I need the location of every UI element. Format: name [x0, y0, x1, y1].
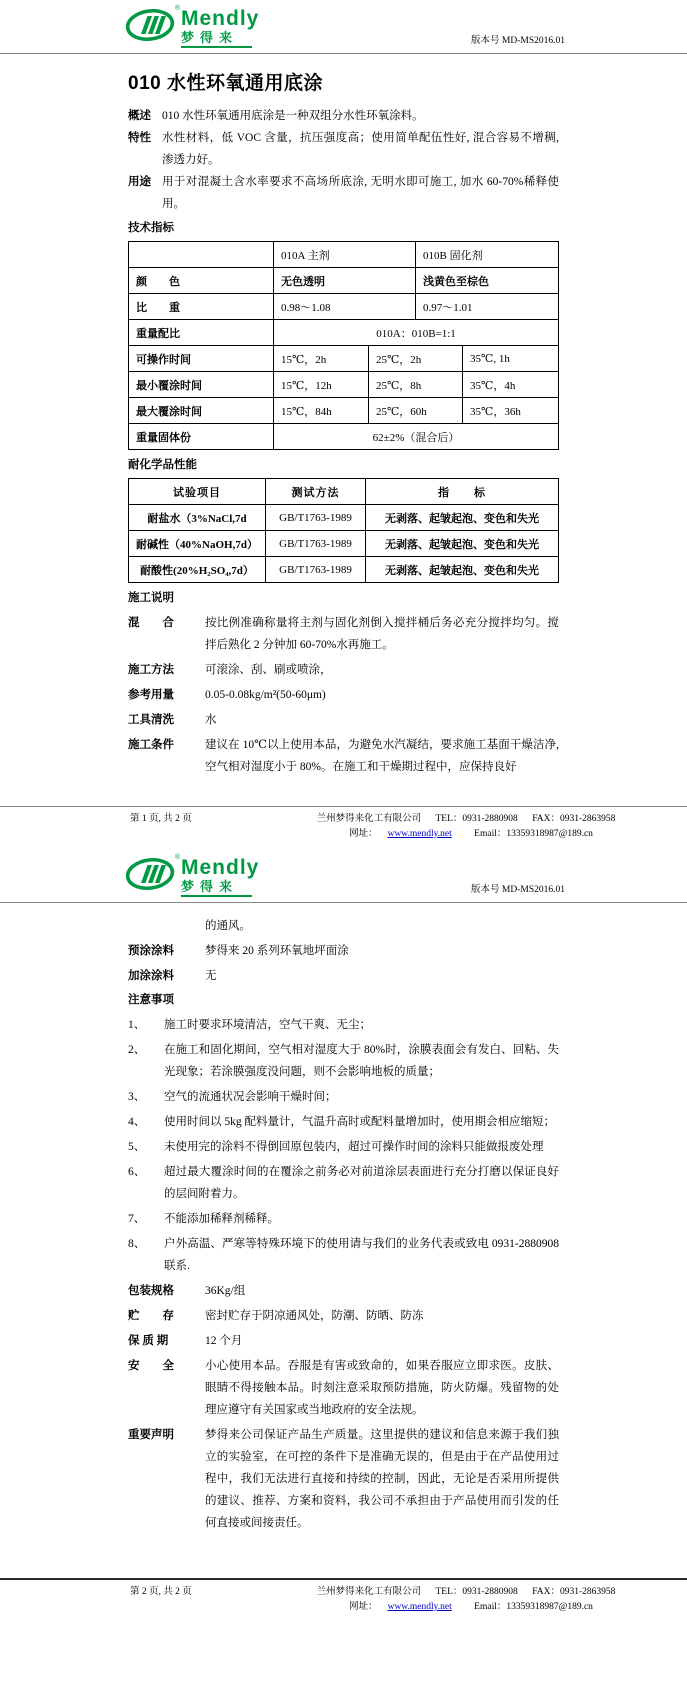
note-text: 施工时要求环境清洁，空气干爽、无尘； [164, 1019, 371, 1032]
row-label: 颜 色 [129, 268, 274, 294]
table-cell: 35℃，4h [463, 372, 559, 398]
shelf-life-text: 12 个月 [205, 1335, 243, 1348]
table-cell: GB/T1763-1989 [266, 531, 366, 557]
table-cell: 35℃，36h [463, 398, 559, 424]
consumption-label: 参考用量 [128, 689, 174, 701]
note-number: 8、 [128, 1238, 146, 1251]
table-row-alkali [129, 531, 559, 557]
precoat-label: 预涂涂料 [128, 945, 174, 958]
overview-label: 概述 [128, 110, 151, 122]
table-cell-component-a: 010A 主剂 [274, 242, 416, 268]
table-cell: 0.98～1.08 [274, 294, 416, 320]
table-cell: 浅黄色至棕色 [416, 268, 559, 294]
table-cell: 25℃，8h [369, 372, 463, 398]
table-cell: 耐酸性(20%H₂SO₄,7d） [129, 557, 266, 583]
shelf-life-row [128, 1330, 559, 1352]
tool-cleaning-row [128, 709, 559, 731]
topcoat-text: 无 [205, 970, 217, 983]
page-number: 第 1 页, 共 2 页 [130, 814, 192, 824]
note-number: 7、 [128, 1213, 146, 1226]
page1-content [0, 68, 687, 778]
brand-wordmark [181, 857, 259, 897]
safety-text: 小心使用本品。吞服是有害或致命的，如果吞服应立即求医。皮肤、眼睛不得接触本品。时刻注意采取预防措施，防火防爆。残留物的处理应遵守有关国家或当地政府的安全法规。 [205, 1360, 559, 1417]
row-label: 比 重 [129, 294, 274, 320]
brand-logo [126, 854, 260, 897]
table-cell: 010A：010B=1:1 [274, 320, 559, 346]
table-cell: GB/T1763-1989 [266, 505, 366, 531]
note-item [128, 1233, 559, 1277]
method-label: 施工方法 [128, 664, 174, 676]
tool-cleaning-text: 水 [205, 714, 217, 726]
table-cell: 0.97～1.01 [416, 294, 559, 320]
packaging-text: 36Kg/组 [205, 1285, 246, 1298]
features-label: 特性 [128, 132, 151, 144]
table-cell [129, 242, 274, 268]
storage-row [128, 1305, 559, 1327]
table-row-pot-life [129, 346, 559, 372]
note-item [128, 1039, 559, 1083]
consumption-text: 0.05-0.08kg/m²(50-60μm) [205, 689, 326, 701]
tool-cleaning-label: 工具清洗 [128, 714, 174, 726]
registered-mark: ® [174, 5, 180, 12]
brand-name-cn: 梦得来 [181, 31, 252, 48]
note-item [128, 1208, 559, 1230]
version-label: 版本号 MD-MS2016.01 [471, 885, 565, 896]
table-cell-component-b: 010B 固化剂 [416, 242, 559, 268]
mixing-label: 混 合 [128, 617, 174, 629]
note-number: 2、 [128, 1044, 146, 1057]
table-cell: 无剥落、起皱起泡、变色和失光 [366, 557, 559, 583]
note-item [128, 1161, 559, 1205]
table-cell: 15℃，12h [274, 372, 369, 398]
method-text: 可滚涂、刮、刷或喷涂， [205, 664, 332, 676]
website-label: 网址： [349, 1602, 378, 1613]
conditions-label: 施工条件 [128, 739, 174, 751]
tech-specs-table [128, 241, 559, 450]
table-row-max-recoat [129, 398, 559, 424]
precautions-heading: 注意事项 [128, 994, 174, 1007]
table-row-density [129, 294, 559, 320]
tech-specs-heading: 技术指标 [128, 222, 174, 234]
registered-mark: ® [174, 854, 180, 862]
note-text: 空气的流通状况会影响干燥时间； [164, 1091, 337, 1104]
usage-text: 用于对混凝土含水率要求不高场所底涂, 无明水即可施工, 加水 60-70%稀释使用。 [162, 176, 559, 210]
topcoat-label: 加涂涂料 [128, 970, 174, 983]
features-row [128, 127, 559, 171]
note-item [128, 1086, 559, 1108]
company-contact-block [245, 812, 687, 841]
chem-resistance-heading: 耐化学品性能 [128, 459, 197, 471]
topcoat-row [128, 965, 559, 987]
note-text: 未使用完的涂料不得倒回原包装内，超过可操作时间的涂料只能做报废处理 [164, 1141, 544, 1154]
table-cell: 无色透明 [274, 268, 416, 294]
packaging-label: 包装规格 [128, 1285, 174, 1298]
chem-resistance-table [128, 478, 559, 583]
usage-label: 用途 [128, 176, 151, 188]
note-number: 6、 [128, 1166, 146, 1179]
storage-text: 密封贮存于阴凉通风处，防潮、防晒、防冻 [205, 1310, 424, 1323]
fax-number: FAX：0931-2863958 [532, 814, 616, 824]
disclaimer-text: 梦得来公司保证产品生产质量。这里提供的建议和信息来源于我们独立的实验室，在可控的条件下是准确无误的，但是由于在产品使用过程中，我们无法进行直接和持续的控制，因此，无论是否采用所提供的建议、推荐、方案和资料，我公司不承担由于产品使用而引发的任何直接或间接责任。 [205, 1429, 559, 1530]
table-cell: 无剥落、起皱起泡、变色和失光 [366, 505, 559, 531]
company-name: 兰州梦得来化工有限公司 [316, 1587, 422, 1598]
table-cell: 62±2%（混合后） [274, 424, 559, 450]
conditions-text: 建议在 10℃以上使用本品，为避免水汽凝结，要求施工基面干燥洁净, 空气相对湿度小于 80%。在施工和干燥期过程中，应保持良好 [205, 739, 559, 773]
page2-content [0, 915, 687, 1534]
brand-wordmark [181, 8, 259, 48]
row-label: 重量配比 [129, 320, 274, 346]
column-header: 指 标 [366, 479, 559, 505]
mixing-text: 按比例准确称量将主剂与固化剂倒入搅拌桶后务必充分搅拌均匀。搅拌后熟化 2 分钟加 60-70%水再施工。 [205, 617, 559, 651]
note-text: 超过最大覆涂时间的在覆涂之前务必对前道涂层表面进行充分打磨以保证良好的层间附着力。 [164, 1166, 559, 1201]
features-text: 水性材料，低 VOC 含量，抗压强度高；使用简单配伍性好, 混合容易不增稠, 渗透力好。 [162, 132, 559, 166]
usage-row [128, 171, 559, 215]
table-header-row [129, 479, 559, 505]
company-contact-block [245, 1585, 687, 1614]
disclaimer-label: 重要声明 [128, 1429, 174, 1442]
mendly-logo-icon [126, 5, 180, 42]
table-row-acid [129, 557, 559, 583]
table-cell: 耐碱性（40%NaOH,7d） [129, 531, 266, 557]
brand-logo [126, 5, 260, 48]
table-cell: GB/T1763-1989 [266, 557, 366, 583]
overview-text: 010 水性环氧通用底涂是一种双组分水性环氧涂料。 [162, 110, 424, 122]
website-link[interactable]: www.mendly.net [387, 1602, 452, 1613]
continuation-text: 的通风。 [205, 920, 251, 933]
brand-name: Mendly [181, 856, 260, 880]
table-cell: 15℃，2h [274, 346, 369, 372]
email-address: Email：13359318987@189.cn [474, 828, 593, 839]
page1-header [0, 0, 687, 53]
note-text: 使用时间以 5kg 配料量计，气温升高时或配料量增加时，使用期会相应缩短； [164, 1116, 555, 1129]
safety-row [128, 1355, 559, 1421]
precoat-text: 梦得来 20 系列环氧地坪面涂 [205, 945, 349, 958]
table-cell: 15℃，84h [274, 398, 369, 424]
brand-name: Mendly [181, 7, 260, 30]
website-label: 网址： [349, 828, 378, 839]
table-row-salt-water [129, 505, 559, 531]
disclaimer-row [128, 1424, 559, 1534]
phone-number: TEL：0931-2880908 [435, 1587, 518, 1598]
overview-row [128, 105, 559, 127]
table-cell: 25℃，2h [369, 346, 463, 372]
table-row-mix-ratio [129, 320, 559, 346]
conditions-row [128, 734, 559, 778]
note-number: 5、 [128, 1141, 146, 1154]
note-text: 户外高温、严寒等特殊环境下的使用请与我们的业务代表或致电 0931-2880908 联系. [164, 1238, 559, 1273]
page2-header [0, 849, 687, 902]
safety-label: 安 全 [128, 1360, 174, 1373]
table-cell: 35℃, 1h [463, 346, 559, 372]
shelf-life-label: 保 质 期 [128, 1335, 169, 1348]
note-number: 3、 [128, 1091, 146, 1104]
version-label: 版本号 MD-MS2016.01 [471, 36, 565, 46]
row-label: 重量固体份 [129, 424, 274, 450]
note-text: 在施工和固化期间，空气相对湿度大于 80%时，涂膜表面会有发白、回粘、失光现象；若涂膜强度没问题，则不会影响地板的质量； [164, 1044, 559, 1079]
note-item [128, 1014, 559, 1036]
website-row [339, 1602, 452, 1612]
precoat-row [128, 940, 559, 962]
column-header: 测试方法 [266, 479, 366, 505]
phone-number: TEL：0931-2880908 [435, 814, 518, 824]
page-2 [0, 849, 687, 1697]
company-name: 兰州梦得来化工有限公司 [316, 814, 422, 824]
packaging-row [128, 1280, 559, 1302]
row-label: 最小覆涂时间 [129, 372, 274, 398]
table-row-min-recoat [129, 372, 559, 398]
page2-footer [0, 1578, 687, 1622]
note-text: 不能添加稀释剂稀释。 [164, 1213, 279, 1226]
page1-footer [0, 806, 687, 849]
header-rule [0, 902, 687, 903]
table-row [129, 242, 559, 268]
doc-title: 010 水性环氧通用底涂 [128, 73, 323, 94]
email-address: Email：13359318987@189.cn [474, 1602, 593, 1613]
table-row-color [129, 268, 559, 294]
row-label: 最大覆涂时间 [129, 398, 274, 424]
table-cell: 无剥落、起皱起泡、变色和失光 [366, 531, 559, 557]
note-number: 4、 [128, 1116, 146, 1129]
website-row [339, 829, 452, 839]
mixing-row [128, 612, 559, 656]
storage-label: 贮 存 [128, 1310, 174, 1323]
table-cell: 25℃，60h [369, 398, 463, 424]
note-item [128, 1136, 559, 1158]
website-link[interactable]: www.mendly.net [387, 828, 452, 839]
column-header: 试验项目 [129, 479, 266, 505]
brand-name-cn: 梦得来 [181, 880, 252, 897]
page-number: 第 2 页, 共 2 页 [130, 1587, 192, 1598]
table-row-solids [129, 424, 559, 450]
table-cell: 耐盐水（3%NaCl,7d [129, 505, 266, 531]
header-rule [0, 53, 687, 54]
fax-number: FAX：0931-2863958 [532, 1587, 616, 1598]
note-number: 1、 [128, 1019, 146, 1032]
mendly-logo-icon [126, 854, 180, 891]
construction-heading: 施工说明 [128, 592, 174, 604]
note-item [128, 1111, 559, 1133]
row-label: 可操作时间 [129, 346, 274, 372]
method-row [128, 659, 559, 681]
consumption-row [128, 684, 559, 706]
